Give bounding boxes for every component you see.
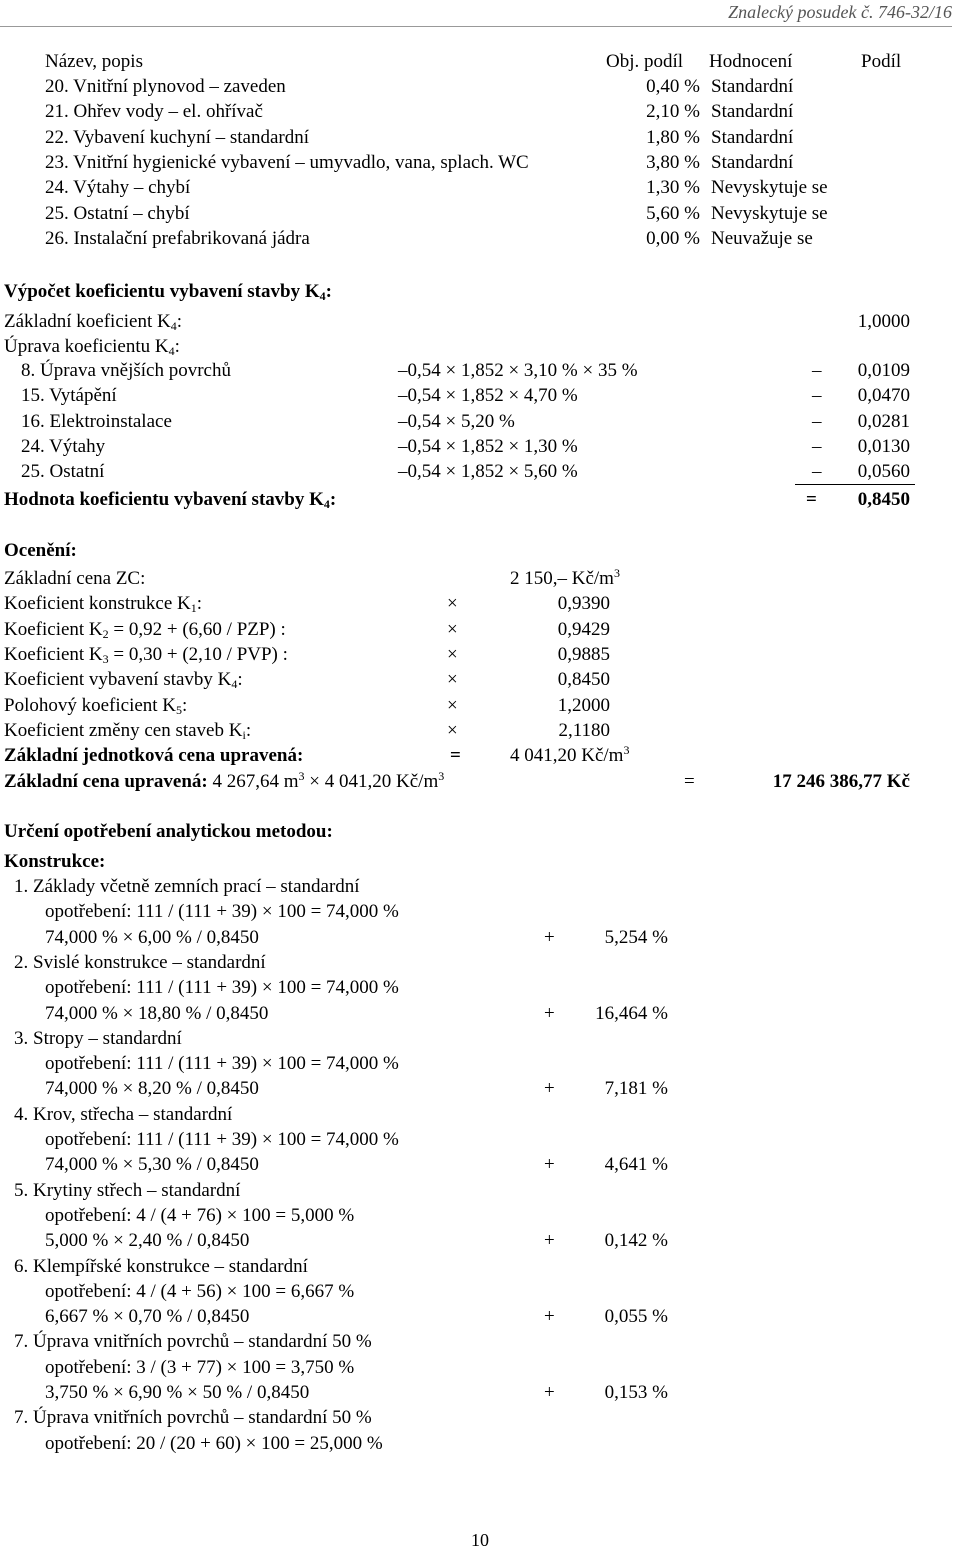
page-number: 10 bbox=[471, 1530, 489, 1550]
equip-row-rating: Standardní bbox=[711, 151, 794, 173]
wear-item-sign: + bbox=[544, 926, 555, 948]
wear-item-wear-line: opotřebení: 111 / (111 + 39) × 100 = 74,000 % bbox=[45, 901, 399, 923]
valuation-row-label: Koeficient $K_2 = 0,92 + (6,60 / PZP)$ : bbox=[4, 618, 286, 641]
wear-item-title: 7. Úprava vnitřních povrchů – standardní 50 % bbox=[14, 1407, 372, 1429]
k4-row-value: 0,0281 bbox=[857, 410, 910, 432]
k4-row-formula: –0,54 × 5,20 % bbox=[398, 410, 515, 432]
wear-item-calc: 74,000 % × 8,20 % / 0,8450 bbox=[45, 1078, 259, 1100]
col-rating-header: Hodnocení bbox=[709, 51, 793, 72]
equip-row-share: 3,80 % bbox=[646, 151, 700, 173]
equip-row-rating: Nevyskytuje se bbox=[711, 177, 828, 199]
valuation-row-label: Koeficient $K_3 = 0,30 + (2,10 / PVP)$ : bbox=[4, 643, 288, 666]
valuation-row-multiply: × bbox=[447, 643, 458, 665]
k4-row-formula: –0,54 × 1,852 × 3,10 % × 35 % bbox=[398, 360, 638, 381]
adjusted-price-value: 17 246 386,77 Kč bbox=[772, 771, 910, 792]
valuation-row-label: Koeficient vybavení stavby $K_4$: bbox=[4, 669, 243, 692]
equip-row-rating: Standardní bbox=[711, 101, 794, 123]
valuation-row-multiply: × bbox=[447, 694, 458, 716]
k4-adj-label: Úprava koeficientu $K_4$: bbox=[4, 336, 180, 358]
wear-item-sign: + bbox=[544, 1306, 555, 1328]
equip-row-name: 24. Výtahy – chybí bbox=[45, 177, 191, 199]
k4-row-sign: – bbox=[812, 410, 822, 432]
k4-row-formula: –0,54 × 1,852 × 4,70 % bbox=[398, 385, 578, 407]
equip-row-rating: Standardní bbox=[711, 126, 794, 148]
wear-item-title: 5. Krytiny střech – standardní bbox=[14, 1179, 241, 1201]
equip-row-name: 20. Vnitřní plynovod – zaveden bbox=[45, 76, 286, 97]
equip-row-name: 23. Vnitřní hygienické vybavení – umyvadlo, vana, splach. WC bbox=[45, 151, 529, 173]
document-header: Znalecký posudek č. 746-32/16 bbox=[0, 2, 952, 27]
equip-row-name: 25. Ostatní – chybí bbox=[45, 202, 190, 224]
wear-item-sign: + bbox=[544, 1382, 555, 1403]
equip-row-rating: Standardní bbox=[711, 76, 794, 97]
wear-item-title: 6. Klempířské konstrukce – standardní bbox=[14, 1255, 308, 1277]
equip-row-rating: Nevyskytuje se bbox=[711, 202, 828, 224]
adjusted-price-eq: = bbox=[684, 771, 695, 792]
equip-row-name: 26. Instalační prefabrikovaná jádra bbox=[45, 227, 310, 249]
k4-base-label: Základní koeficient $K_4$: bbox=[4, 311, 182, 333]
valuation-row-label: Koeficient změny cen staveb $K_i$: bbox=[4, 719, 252, 742]
wear-item-title: 1. Základy včetně zemních prací – standardní bbox=[14, 876, 360, 897]
k4-row-name: 16. Elektroinstalace bbox=[21, 410, 172, 432]
wear-item-title: 4. Krov, střecha – standardní bbox=[14, 1103, 233, 1125]
col-share-header: Obj. podíl bbox=[606, 51, 684, 72]
wear-item-result: 16,464 % bbox=[595, 1002, 668, 1024]
wear-item-calc: 74,000 % × 6,00 % / 0,8450 bbox=[45, 926, 259, 948]
wear-item-result: 7,181 % bbox=[604, 1078, 668, 1100]
k4-row-value: 0,0470 bbox=[857, 385, 910, 407]
valuation-row-label: Polohový koeficient $K_5$: bbox=[4, 694, 188, 717]
wear-item-title: 7. Úprava vnitřních povrchů – standardní 50 % bbox=[14, 1331, 372, 1353]
unit-price-label: Základní jednotková cena upravená: bbox=[4, 745, 304, 766]
k4-row-value: 0,0109 bbox=[857, 360, 910, 381]
wear-item-calc: 74,000 % × 5,30 % / 0,8450 bbox=[45, 1154, 259, 1176]
wear-item-sign: + bbox=[544, 1078, 555, 1100]
wear-item-calc: 74,000 % × 18,80 % / 0,8450 bbox=[45, 1002, 269, 1024]
k4-row-sign: – bbox=[812, 385, 822, 407]
k4-result-value: 0,8450 bbox=[857, 489, 910, 510]
equip-row-share: 1,30 % bbox=[646, 177, 700, 199]
wear-item-result: 0,055 % bbox=[604, 1306, 668, 1328]
equip-row-share: 0,00 % bbox=[646, 227, 700, 249]
valuation-row-value: 0,9390 bbox=[557, 593, 610, 615]
wear-item-result: 4,641 % bbox=[604, 1154, 668, 1176]
valuation-row-value: 0,9429 bbox=[557, 618, 610, 640]
equip-row-rating: Neuvažuje se bbox=[711, 227, 813, 249]
wear-item-wear-line: opotřebení: 3 / (3 + 77) × 100 = 3,750 % bbox=[45, 1356, 355, 1378]
k4-base-value: 1,0000 bbox=[857, 311, 910, 332]
valuation-row-value: 2,1180 bbox=[558, 719, 610, 741]
wear-item-sign: + bbox=[544, 1230, 555, 1252]
wear-item-result: 0,153 % bbox=[604, 1382, 668, 1403]
wear-item-title: 2. Svislé konstrukce – standardní bbox=[14, 951, 266, 973]
col-part-header: Podíl bbox=[861, 51, 902, 72]
k4-row-name: 25. Ostatní bbox=[21, 461, 105, 483]
wear-item-sign: + bbox=[544, 1002, 555, 1024]
valuation-row-label: Základní cena ZC: bbox=[4, 568, 146, 589]
k4-heading: Výpočet koeficientu vybavení stavby $K_4$: bbox=[4, 281, 332, 303]
k4-row-value: 0,0560 bbox=[857, 461, 910, 483]
wear-item-wear-line: opotřebení: 4 / (4 + 76) × 100 = 5,000 % bbox=[45, 1204, 355, 1226]
wear-item-result: 5,254 % bbox=[604, 926, 668, 948]
wear-item-wear-line: opotřebení: 111 / (111 + 39) × 100 = 74,000 % bbox=[45, 977, 399, 999]
sum-rule bbox=[795, 484, 915, 485]
valuation-row-multiply: × bbox=[447, 593, 458, 615]
adjusted-price-row: Základní cena upravená: 4 267,64 $m^3 \times 4$ 041,20 $Kč/m^3$ bbox=[4, 769, 445, 792]
unit-price-value: 4 041,20 $Kč/m^3$ bbox=[510, 743, 630, 766]
valuation-row-label: Koeficient konstrukce $K_1$: bbox=[4, 593, 203, 616]
k4-row-formula: –0,54 × 1,852 × 5,60 % bbox=[398, 461, 578, 483]
k4-row-name: 15. Vytápění bbox=[21, 385, 117, 407]
k4-result-eq: = bbox=[806, 489, 817, 510]
equip-row-share: 2,10 % bbox=[646, 101, 700, 123]
equip-row-share: 5,60 % bbox=[646, 202, 700, 224]
k4-row-sign: – bbox=[812, 461, 822, 483]
wear-item-wear-line: opotřebení: 20 / (20 + 60) × 100 = 25,000 % bbox=[45, 1432, 383, 1454]
valuation-row-multiply: × bbox=[447, 719, 458, 741]
k4-row-value: 0,0130 bbox=[857, 435, 910, 457]
wear-heading: Určení opotřebení analytickou metodou: bbox=[4, 821, 333, 842]
k4-row-name: 8. Úprava vnějších povrchů bbox=[21, 360, 231, 381]
equip-row-share: 1,80 % bbox=[646, 126, 700, 148]
wear-item-sign: + bbox=[544, 1154, 555, 1176]
valuation-row-value: 0,8450 bbox=[557, 669, 610, 691]
wear-item-calc: 6,667 % × 0,70 % / 0,8450 bbox=[45, 1306, 250, 1328]
wear-item-result: 0,142 % bbox=[604, 1230, 668, 1252]
k4-row-formula: –0,54 × 1,852 × 1,30 % bbox=[398, 435, 578, 457]
k4-result-label: Hodnota koeficientu vybavení stavby $K_4$: bbox=[4, 489, 337, 511]
wear-subheading: Konstrukce: bbox=[4, 851, 106, 872]
valuation-row-value: 1,2000 bbox=[557, 694, 610, 716]
unit-price-eq: = bbox=[450, 745, 461, 766]
valuation-heading: Ocenění: bbox=[4, 540, 77, 561]
valuation-row-multiply: × bbox=[447, 669, 458, 691]
k4-row-sign: – bbox=[812, 435, 822, 457]
wear-item-calc: 5,000 % × 2,40 % / 0,8450 bbox=[45, 1230, 250, 1252]
col-name-header: Název, popis bbox=[45, 51, 143, 72]
equip-row-name: 21. Ohřev vody – el. ohřívač bbox=[45, 101, 263, 123]
wear-item-wear-line: opotřebení: 4 / (4 + 56) × 100 = 6,667 % bbox=[45, 1280, 355, 1302]
valuation-row-value: 2 150,– $Kč/m^3$ bbox=[510, 566, 620, 589]
wear-item-title: 3. Stropy – standardní bbox=[14, 1027, 182, 1049]
valuation-row-multiply: × bbox=[447, 618, 458, 640]
wear-item-calc: 3,750 % × 6,90 % × 50 % / 0,8450 bbox=[45, 1382, 310, 1403]
valuation-row-value: 0,9885 bbox=[557, 643, 610, 665]
k4-row-sign: – bbox=[812, 360, 822, 381]
wear-item-wear-line: opotřebení: 111 / (111 + 39) × 100 = 74,000 % bbox=[45, 1129, 399, 1150]
equip-row-name: 22. Vybavení kuchyní – standardní bbox=[45, 126, 310, 148]
k4-row-name: 24. Výtahy bbox=[21, 435, 106, 457]
equip-row-share: 0,40 % bbox=[646, 76, 700, 97]
wear-item-wear-line: opotřebení: 111 / (111 + 39) × 100 = 74,000 % bbox=[45, 1053, 399, 1075]
